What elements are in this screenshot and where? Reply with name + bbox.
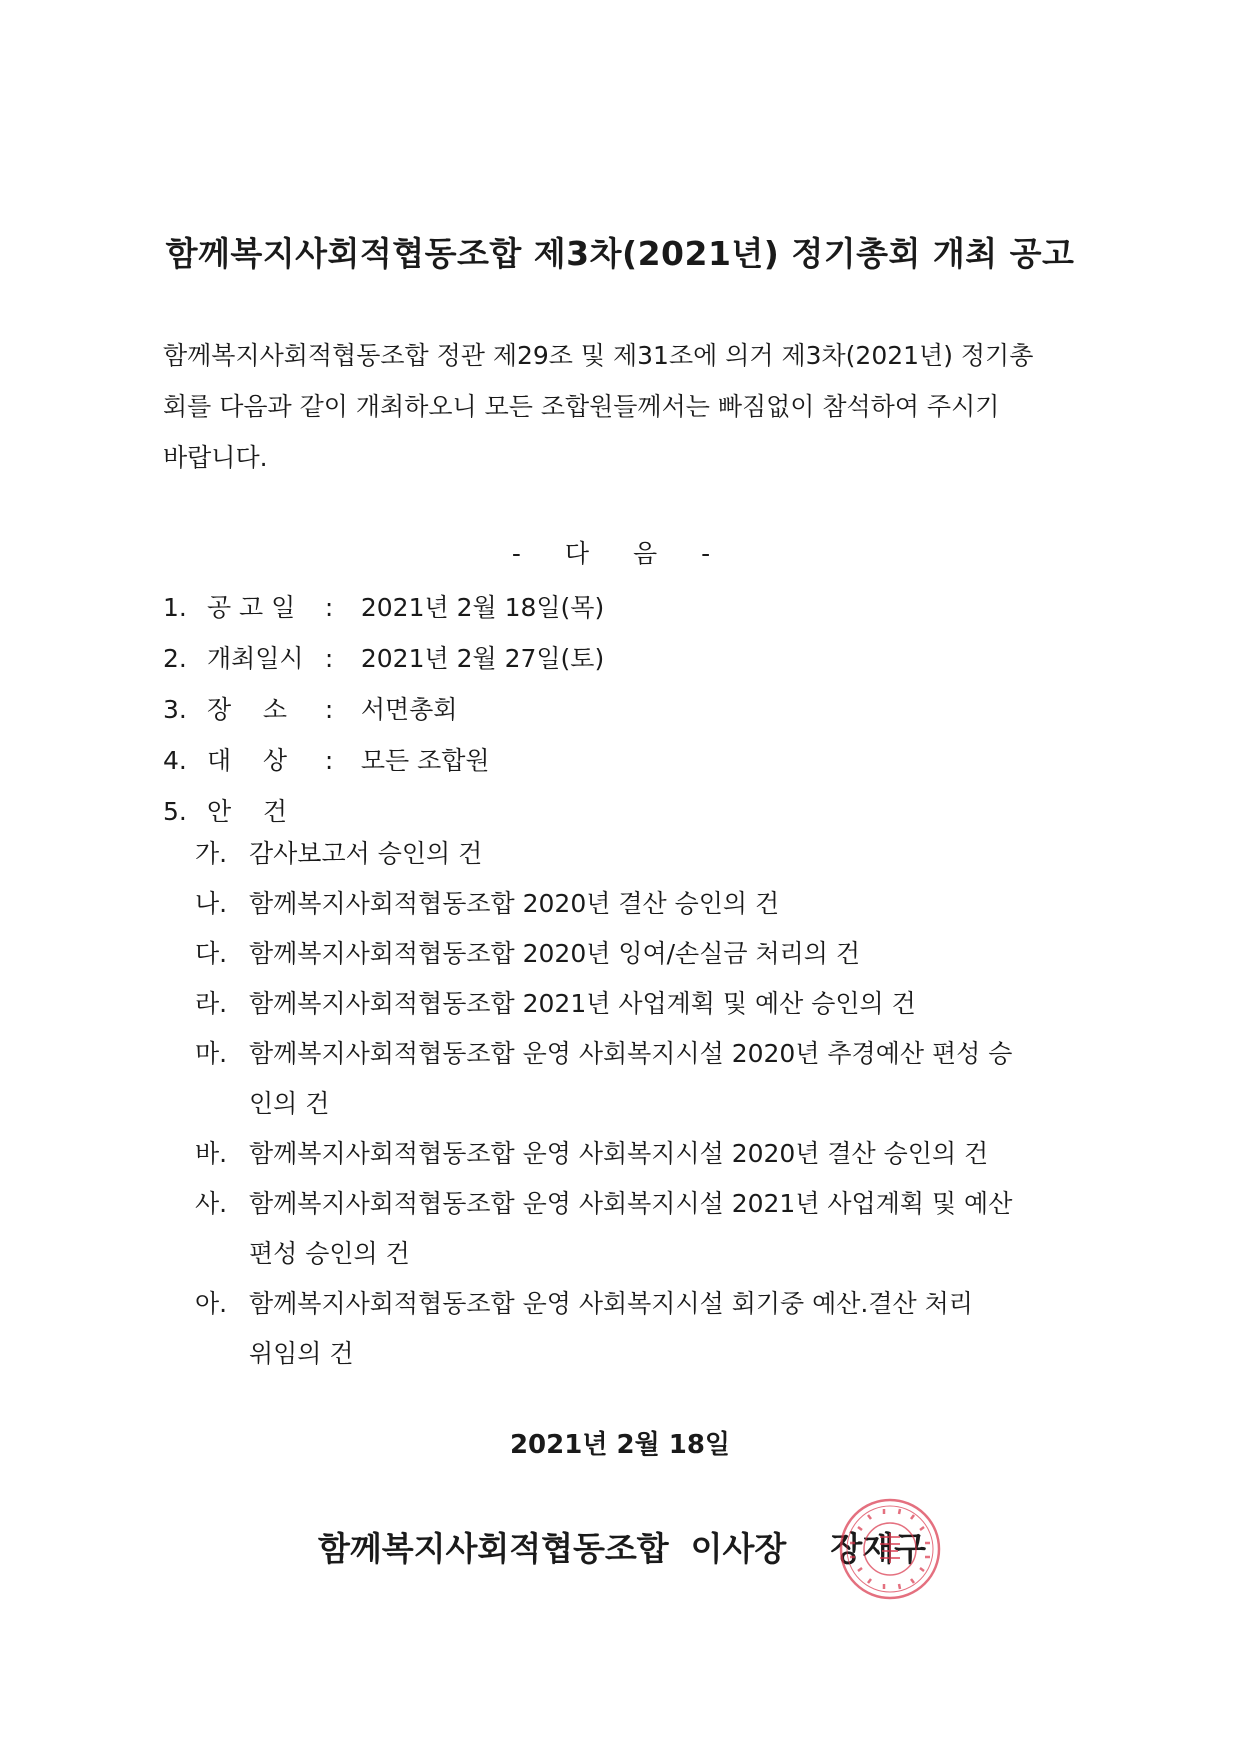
item-label: 안 건 — [206, 797, 288, 826]
notice-items — [163, 582, 604, 837]
signature-role: 이사장 — [690, 1529, 787, 1568]
agenda-text: 함께복지사회적협동조합 운영 사회복지시설 2020년 결산 승인의 건 — [249, 1139, 989, 1168]
intro-line: 함께복지사회적협동조합 정관 제29조 및 제31조에 의거 제3차(2021년) 정기총 — [163, 341, 1034, 370]
document-title: 함께복지사회적협동조합 제3차(2021년) 정기총회 개최 공고 — [165, 234, 1075, 273]
agenda-text-continued: 인의 건 — [249, 1089, 330, 1118]
notice-item-date — [163, 582, 604, 633]
intro-paragraph — [163, 330, 1063, 483]
agenda-marker: 다. — [195, 939, 228, 968]
agenda-text: 함께복지사회적협동조합 2021년 사업계획 및 예산 승인의 건 — [249, 989, 916, 1018]
item-value: 서면총회 — [360, 695, 458, 724]
agenda-marker: 나. — [195, 889, 228, 918]
item-number: 4. — [163, 746, 187, 775]
item-value: 2021년 2월 27일(토) — [360, 644, 605, 673]
agenda-text: 함께복지사회적협동조합 2020년 잉여/손실금 처리의 건 — [249, 939, 860, 968]
official-seal-icon — [838, 1497, 942, 1601]
notice-item-place — [163, 684, 604, 735]
item-separator: : — [324, 746, 334, 775]
item-number: 3. — [163, 695, 187, 724]
agenda-text: 함께복지사회적협동조합 운영 사회복지시설 2020년 추경예산 편성 승 — [249, 1039, 1013, 1068]
agenda-text: 함께복지사회적협동조합 운영 사회복지시설 회기중 예산.결산 처리 — [249, 1289, 973, 1318]
agenda-text: 함께복지사회적협동조합 운영 사회복지시설 2021년 사업계획 및 예산 — [249, 1189, 1013, 1218]
item-separator: : — [324, 695, 334, 724]
item-separator: : — [324, 593, 334, 622]
agenda-marker: 아. — [195, 1289, 228, 1318]
notice-item-target — [163, 735, 604, 786]
signature-line — [318, 1523, 926, 1570]
notice-date: 2021년 2월 18일 — [509, 1430, 731, 1460]
agenda-marker: 마. — [195, 1039, 228, 1068]
item-label: 공 고 일 — [206, 593, 296, 622]
intro-line: 회를 다음과 같이 개최하오니 모든 조합원들께서는 빠짐없이 참석하여 주시기 — [163, 392, 1000, 421]
item-label: 장 소 — [206, 695, 288, 724]
agenda-marker: 가. — [195, 839, 228, 868]
agenda-item — [195, 1129, 1012, 1179]
intro-line: 바랍니다. — [163, 443, 268, 472]
section-heading: - 다 음 - — [511, 539, 729, 568]
item-value: 2021년 2월 18일(목) — [360, 593, 605, 622]
notice-item-datetime — [163, 633, 604, 684]
agenda-item — [195, 1029, 1012, 1129]
agenda-item — [195, 1179, 1012, 1279]
agenda-text: 감사보고서 승인의 건 — [249, 839, 483, 868]
agenda-marker: 사. — [195, 1189, 228, 1218]
agenda-text-continued: 위임의 건 — [249, 1339, 354, 1368]
agenda-item — [195, 1279, 1012, 1379]
signature-org: 함께복지사회적협동조합 — [318, 1529, 669, 1568]
agenda-marker: 라. — [195, 989, 228, 1018]
item-label: 대 상 — [206, 746, 288, 775]
item-number: 2. — [163, 644, 187, 673]
item-separator: : — [324, 644, 334, 673]
signature-name: 장재구 — [830, 1529, 926, 1568]
agenda-list — [195, 829, 1012, 1379]
agenda-item — [195, 979, 1012, 1029]
agenda-text: 함께복지사회적협동조합 2020년 결산 승인의 건 — [249, 889, 780, 918]
item-label: 개최일시 — [206, 644, 304, 673]
agenda-item — [195, 879, 1012, 929]
agenda-item — [195, 929, 1012, 979]
item-value: 모든 조합원 — [360, 746, 490, 775]
item-number: 5. — [163, 797, 187, 826]
agenda-marker: 바. — [195, 1139, 228, 1168]
item-number: 1. — [163, 593, 187, 622]
agenda-text-continued: 편성 승인의 건 — [249, 1239, 410, 1268]
agenda-item — [195, 829, 1012, 879]
